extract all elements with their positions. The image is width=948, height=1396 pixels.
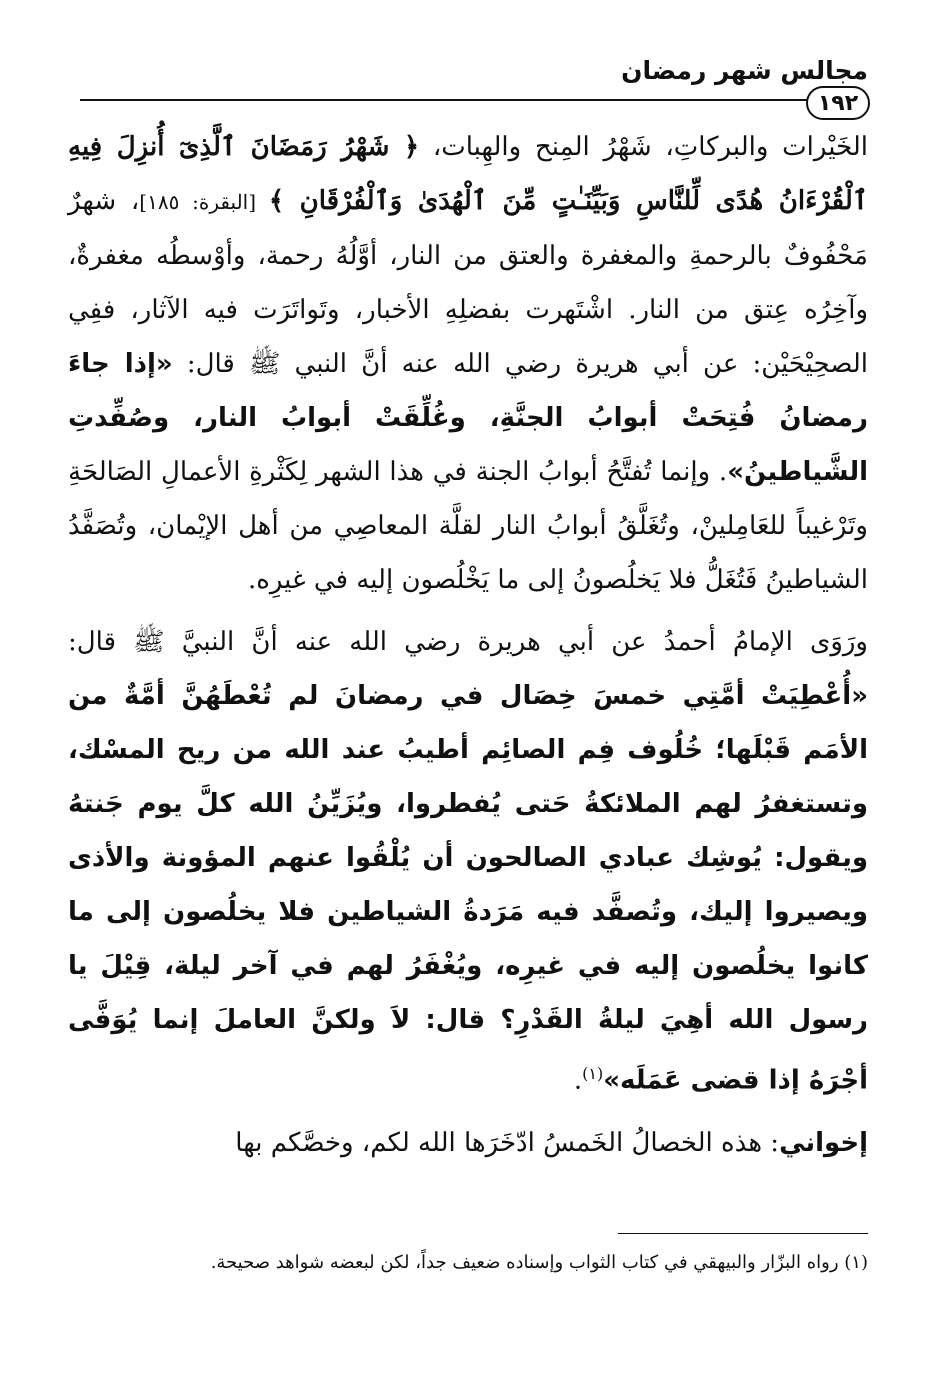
verse-reference: [البقرة: ١٨٥] <box>139 190 269 214</box>
paragraph-3 <box>68 1116 868 1170</box>
address-word: إخواني <box>779 1127 868 1158</box>
text-run: : هذه الخصالُ الخَمسُ ادّخَرَها الله لكم، وخصَّكم بها <box>235 1127 780 1158</box>
footnote-rule <box>618 1233 868 1234</box>
paragraph-2 <box>68 615 868 1108</box>
hadith-quote: «أُعْطِيَتْ أمَّتِي خمسَ خِصَال في رمضانَ لم تُعْطَهُنَّ أمَّةٌ من الأمَم قَبْلَها؛ خُلُوف فِم الصائِم أطيبُ عند الله من ريح المسْك، وتستغفرُ لهم الملائكةُ حَتى يُفطروا، ويُزَيِّنُ الله كلَّ يوم جَنتهُ ويقول: يُوشِك عبادي الصالحون أن يُلْقُوا عنهم المؤونة والأذى ويصيروا إليك، وتُصفَّد فيه مَرَدةُ الشياطين فلا يخلُصون إلى ما كانوا يخلُصون إليه في غيرِه، ويُغْفَرُ لهم في آخر ليلة، قِيْلَ يا رسول الله أهِيَ ليلةُ القَدْرِ؟ قال: لاَ ولكنَّ العاملَ إنما يُوَفَّى أجْرَهُ إذا قضى عَمَلَه» <box>68 681 868 1096</box>
running-header: مجالس شهر رمضان <box>621 56 868 85</box>
footnote: (١) رواه البزّار والبيهقي في كتاب الثواب وإسناده ضعيف جداً، لكن لبعضه شواهد صحيحة. <box>210 1252 868 1273</box>
header-rule <box>80 99 816 101</box>
text-run: ورَوَى الإمامُ أحمدُ عن أبي هريرة رضي الله عنه أنَّ النبيَّ ﷺ قال: <box>68 627 868 657</box>
text-run: ، شهرٌ مَحْفُوفٌ بالرحمةِ والمغفرة والعتق من النار، أوَّلُهُ رحمة، وأوْسطُه مغفرةٌ، وآخِرُه عِتق من النار. اشْتَهرت بفضلِهِ الأخبار، وتَواتَرَت فيه الآثار، ففِي الصحِيْحَيْن: عن أبي هريرة رضي الله عنه أنَّ النبي ﷺ قال: <box>68 186 868 379</box>
text-run: . <box>573 1065 583 1096</box>
text-run: الخَيْرات والبركاتِ، شَهْرُ المِنح والهِبات، <box>419 132 869 162</box>
text-run: . وإنما تُفتَّحُ أبوابُ الجنة في هذا الشهر لِكَثْرةِ الأعمالِ الصَالحَةِ وتَرْغيباً للعَامِلينْ، وتُغَلَّقُ أبوابُ النار لقلَّة المعاصِي من أهل الإيْمان، وتُصَفَّدُ الشياطينُ فَتُغَلُّ فلا يَخلُصونُ إلى ما يَخْلُصون إليه في غيرِه. <box>68 457 868 595</box>
hadith-quote: «إذا جاءَ رمضانُ فُتِحَتْ أبوابُ الجنَّةِ، وغُلِّقَتْ أبوابُ النار، وصُفِّدتِ الشَّياطينُ» <box>68 349 868 487</box>
paragraph-1 <box>68 120 868 607</box>
quran-verse: ﴿ شَهْرُ رَمَضَانَ ٱلَّذِىٓ أُنزِلَ فِيهِ ٱلْقُرْءَانُ هُدًى لِّلنَّاسِ وَبَيِّنَـٰتٍ مِّنَ ٱلْهُدَىٰ وَٱلْفُرْقَانِ ﴾ <box>68 132 868 216</box>
footnote-marker: (١) <box>582 1064 604 1083</box>
body-text <box>68 120 868 1170</box>
page-number: ١٩٢ <box>806 86 870 120</box>
